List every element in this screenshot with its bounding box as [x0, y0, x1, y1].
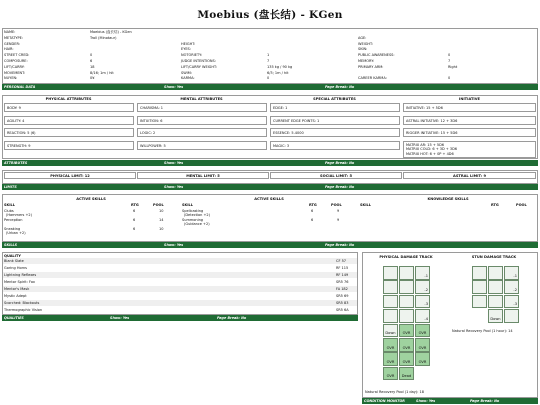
attribute-cell-special: MAGIC: 3 [270, 141, 400, 150]
personal-data-show[interactable]: Show: Yes [164, 85, 184, 89]
physical-damage-box[interactable] [415, 324, 430, 338]
condition-monitor-show[interactable]: Show: Yes [416, 399, 436, 403]
skills-show[interactable]: Show: Yes [164, 243, 184, 247]
skills-page-break[interactable]: Page Break: No [325, 243, 355, 247]
stun-damage-box[interactable] [488, 309, 503, 323]
physical-attributes-header: PHYSICAL ATTRIBUTES [45, 97, 92, 101]
personal-field-label: CAREER KARMA: [358, 76, 387, 81]
damage-box-label: OVR [418, 359, 427, 364]
limits-label: LIMITS [4, 185, 17, 189]
quality-source: SR5 76 [336, 280, 349, 284]
qualities-label: QUALITIES [4, 316, 24, 320]
wound-modifier: -2 [513, 287, 517, 292]
physical-damage-box[interactable] [383, 352, 398, 366]
damage-box-label: OVR [386, 359, 395, 364]
character-title: Moebius (盘长结) - KGen [197, 9, 343, 21]
quality-name: Mentor's Mask [4, 287, 30, 291]
stun-damage-track-header: STUN DAMAGE TRACK [471, 255, 517, 259]
personal-field-value: 6 [90, 59, 93, 63]
attribute-cell-special: ESSENCE: 5.4000 [270, 128, 400, 137]
wound-modifier: -3 [424, 302, 428, 307]
attribute-cell-mental: CHARISMA: 1 [137, 103, 267, 112]
physical-damage-box[interactable] [383, 280, 398, 294]
active-skills-header-2: ACTIVE SKILLS [254, 197, 284, 201]
pool-column-header: POOL [153, 203, 164, 207]
skill-column-header: SKILL [360, 203, 371, 207]
wound-modifier: -1 [424, 273, 428, 278]
physical-damage-box[interactable] [383, 338, 398, 352]
rating-column-header: RTG [491, 203, 499, 207]
pool-column-header: POOL [331, 203, 342, 207]
quality-name: Goring Horns [4, 266, 28, 270]
skill-pool: 9 [337, 218, 340, 222]
physical-damage-box[interactable] [415, 295, 430, 309]
skills-panel [2, 194, 538, 242]
physical-damage-box[interactable] [415, 280, 430, 294]
quality-source: SR5 6A [336, 308, 349, 312]
skill-pool: 14 [159, 218, 164, 222]
skill-rating: 6 [311, 209, 314, 213]
personal-field-label: NOTORIETY: [181, 53, 202, 58]
physical-damage-box[interactable] [399, 266, 414, 280]
qualities-page-break[interactable]: Page Break: No [217, 316, 247, 320]
physical-damage-box[interactable] [399, 309, 414, 323]
physical-damage-box[interactable] [415, 309, 430, 323]
qualities-show[interactable]: Show: Yes [110, 316, 130, 320]
physical-damage-box[interactable] [399, 280, 414, 294]
personal-field-value: 7 [448, 59, 451, 63]
stun-damage-box[interactable] [504, 295, 519, 309]
damage-box-label: OVR [386, 374, 395, 379]
special-attributes-header: SPECIAL ATTRIBUTES [313, 97, 356, 101]
skill-specialization: (Guidance +2) [184, 222, 210, 226]
physical-damage-box[interactable] [383, 324, 398, 338]
knowledge-skills-header: KNOWLEDGE SKILLS [427, 197, 469, 201]
rating-column-header: RTG [131, 203, 139, 207]
physical-damage-box[interactable] [415, 338, 430, 352]
stun-damage-box[interactable] [472, 295, 487, 309]
stun-damage-box[interactable] [504, 280, 519, 294]
personal-field-value: 6/3; 1m / hit [267, 70, 289, 75]
damage-box-label: OVR [418, 331, 427, 336]
personal-field-label: SWIM: [181, 70, 192, 75]
quality-name: Mystic Adept [4, 294, 27, 298]
quality-source: SR5 69 [336, 294, 349, 298]
physical-damage-box[interactable] [383, 266, 398, 280]
damage-box-label: Dead [401, 374, 412, 379]
attributes-label: ATTRIBUTES [4, 161, 28, 165]
skill-specialization: (Hammers +2) [6, 213, 33, 217]
personal-field-label: HAIR: [4, 47, 14, 52]
physical-damage-box[interactable] [399, 352, 414, 366]
skill-name[interactable]: Summoning [182, 218, 204, 222]
damage-box-label: OVR [402, 345, 411, 350]
skill-name[interactable]: Perception [4, 218, 23, 222]
personal-field-value: 0 [90, 53, 93, 58]
pool-column-header: POOL [516, 203, 527, 207]
personal-field-label: GENDER: [4, 41, 20, 46]
attributes-bar[interactable] [2, 160, 538, 166]
quality-row[interactable] [3, 293, 357, 299]
personal-field-value: Moebius (盘长结) - KGen [90, 30, 132, 34]
quality-source: RF 115 [336, 266, 349, 270]
personal-data-panel [2, 28, 538, 84]
quality-row[interactable] [3, 258, 357, 264]
mental-limit: MENTAL LIMIT: 5 [137, 172, 269, 179]
quality-name: Mentor Spirit: Fox [4, 280, 35, 284]
skill-pool: 9 [337, 209, 340, 213]
skill-name[interactable]: Clubs [4, 209, 14, 213]
personal-field-value: 7 [267, 59, 270, 63]
skill-name[interactable]: Spellcasting [182, 209, 204, 213]
personal-field-label: LIFT/CARRY: [4, 64, 25, 69]
quality-header: QUALITY [4, 254, 21, 258]
attributes-page-break[interactable]: Page Break: No [325, 161, 355, 165]
personal-field-label: STREET CRED: [4, 53, 30, 58]
wound-modifier: -2 [424, 287, 428, 292]
social-limit: SOCIAL LIMIT: 5 [270, 172, 402, 179]
damage-box-label: Down [385, 331, 396, 336]
personal-field-label: JUDGE INTENTIONS: [181, 59, 216, 63]
personal-field-label: HEIGHT: [181, 41, 196, 46]
attribute-cell-physical: REACTION: 5 (6) [4, 128, 134, 137]
limits-show[interactable]: Show: Yes [164, 185, 184, 189]
physical-limit: PHYSICAL LIMIT: 12 [4, 172, 136, 179]
physical-damage-box[interactable] [415, 352, 430, 366]
limits-page-break[interactable]: Page Break: No [325, 185, 355, 189]
condition-monitor-page-break[interactable]: Page Break: No [470, 399, 500, 403]
quality-source: CF 57 [336, 259, 347, 263]
stun-damage-box[interactable] [504, 266, 519, 280]
personal-field-label: AGE: [358, 35, 367, 40]
physical-damage-track-header: PHYSICAL DAMAGE TRACK [379, 255, 433, 259]
quality-name: Scorched: Blackouts [4, 301, 40, 305]
quality-row[interactable] [3, 265, 357, 271]
attributes-show[interactable]: Show: Yes [164, 161, 184, 165]
stun-damage-box[interactable] [472, 266, 487, 280]
skill-column-header: SKILL [182, 203, 193, 207]
personal-field-value: 0 [267, 76, 270, 81]
personal-field-label: KARMA: [181, 76, 195, 81]
quality-row[interactable] [3, 272, 357, 278]
initiative-cell: ASTRAL INITIATIVE: 12 + 3D6 [403, 116, 536, 125]
limits-bar[interactable] [2, 184, 538, 190]
physical-damage-box[interactable] [399, 338, 414, 352]
personal-field-label: WEIGHT: [358, 41, 373, 46]
quality-row[interactable] [3, 286, 357, 292]
rating-column-header: RTG [309, 203, 317, 207]
physical-damage-box[interactable] [415, 266, 430, 280]
personal-data-page-break[interactable]: Page Break: No [325, 85, 355, 89]
personal-field-label: SKIN: [358, 47, 368, 52]
damage-box-label: Down [490, 316, 501, 321]
skills-bar[interactable] [2, 242, 538, 248]
quality-source: SR5 83 [336, 301, 349, 305]
attribute-cell-special: EDGE: 1 [270, 103, 400, 112]
quality-row[interactable] [3, 279, 357, 285]
wound-modifier: -3 [513, 302, 517, 307]
initiative-cell: RIGGER INITIATIVE: 15 + 5D6 [403, 128, 536, 137]
personal-field-label: NAME: [4, 30, 16, 34]
physical-recovery-pool: Natural Recovery Pool (1 day): 18 [365, 390, 424, 394]
attribute-cell-special: CURRENT EDGE POINTS: 1 [270, 116, 400, 125]
personal-field-label: NUYEN: [4, 76, 18, 81]
personal-data-label: PERSONAL DATA [4, 85, 36, 89]
skill-specialization: (Urban +2) [6, 231, 26, 235]
skill-rating: 6 [133, 227, 136, 231]
matrix-initiative-line: MATRIX AR: 15 + 5D6 [406, 142, 445, 147]
personal-field-value: 1 [267, 53, 270, 58]
quality-row[interactable] [3, 300, 357, 306]
personal-field-label: PRIMARY ARM: [358, 64, 384, 69]
attribute-cell-mental: WILLPOWER: 5 [137, 141, 267, 150]
physical-damage-box[interactable] [383, 309, 398, 323]
quality-source: RF 149 [336, 273, 349, 277]
physical-damage-box[interactable] [399, 295, 414, 309]
skill-rating: 6 [133, 218, 136, 222]
skills-label: SKILLS [4, 243, 18, 247]
skill-specialization: (Detection +2) [184, 213, 211, 217]
quality-name: Lightning Reflexes [4, 273, 37, 277]
quality-row[interactable] [3, 307, 357, 313]
matrix-initiative-line: MATRIX COLD: 6 + 3D + 3D6 [406, 147, 458, 152]
personal-field-value: Right [448, 64, 458, 69]
condition-monitor-bar[interactable] [362, 398, 538, 404]
personal-data-bar[interactable] [2, 84, 538, 90]
personal-field-value: 0 [448, 76, 451, 81]
quality-source: FA 182 [336, 287, 348, 291]
personal-field-value: 18 [90, 64, 95, 69]
stun-damage-box[interactable] [472, 280, 487, 294]
personal-field-value: 8/16; 1m / hit [90, 70, 114, 75]
physical-damage-box[interactable] [399, 367, 414, 381]
physical-damage-box[interactable] [383, 295, 398, 309]
astral-limit: ASTRAL LIMIT: 9 [403, 172, 536, 179]
personal-field-value: Troll (Minotaur) [90, 35, 117, 40]
mental-attributes-header: MENTAL ATTRIBUTES [180, 97, 223, 101]
attribute-cell-physical: BODY: 9 [4, 103, 134, 112]
initiative-header: INITIATIVE [459, 97, 480, 101]
quality-name: Thermographic Vision [4, 308, 43, 312]
attribute-cell-physical: AGILITY: 4 [4, 116, 134, 125]
personal-field-value: 0 [448, 53, 451, 58]
personal-field-label: MEMORY: [358, 59, 375, 63]
stun-recovery-pool: Natural Recovery Pool (1 hour): 14 [452, 329, 513, 333]
damage-box-label: OVR [418, 345, 427, 350]
condition-monitor-label: CONDITION MONITOR [364, 399, 405, 403]
qualities-bar[interactable] [2, 315, 358, 321]
personal-field-label: PUBLIC AWARENESS: [358, 53, 395, 58]
personal-field-label: LIFT/CARRY WEIGHT: [181, 64, 217, 69]
initiative-cell: INITIATIVE: 15 + 5D6 [403, 103, 536, 112]
personal-field-label: EYES: [181, 47, 191, 52]
skill-pool: 10 [159, 227, 164, 231]
damage-box-label: OVR [402, 331, 411, 336]
personal-field-label: COMPOSURE: [4, 59, 28, 63]
personal-field-value: 0¥ [90, 76, 95, 81]
skill-pool: 10 [159, 209, 164, 213]
stun-damage-box[interactable] [488, 266, 503, 280]
damage-box-label: OVR [386, 345, 395, 350]
active-skills-header-1: ACTIVE SKILLS [76, 197, 106, 201]
damage-box-label: OVR [402, 359, 411, 364]
stun-damage-box[interactable] [488, 295, 503, 309]
skill-column-header: SKILL [4, 203, 15, 207]
personal-field-value: 135 kg / 90 kg [267, 64, 293, 69]
wound-modifier: -1 [513, 273, 517, 278]
skill-name[interactable]: Sneaking [4, 227, 21, 231]
skill-rating: 6 [311, 218, 314, 222]
matrix-initiative-line: MATRIX HOT: 6 + 0P + 4D6 [406, 151, 454, 156]
stun-damage-box[interactable] [488, 280, 503, 294]
matrix-initiative-cell [403, 141, 536, 158]
attribute-cell-mental: INTUITION: 6 [137, 116, 267, 125]
attribute-cell-mental: LOGIC: 2 [137, 128, 267, 137]
physical-damage-box[interactable] [383, 367, 398, 381]
skill-rating: 6 [133, 209, 136, 213]
physical-damage-box[interactable] [399, 324, 414, 338]
stun-damage-box[interactable] [504, 309, 519, 323]
personal-field-label: MOVEMENT: [4, 70, 26, 75]
personal-field-label: METATYPE: [4, 35, 23, 40]
attribute-cell-physical: STRENGTH: 9 [4, 141, 134, 150]
quality-name: Blank Slate [4, 259, 24, 263]
wound-modifier: -4 [424, 316, 428, 321]
